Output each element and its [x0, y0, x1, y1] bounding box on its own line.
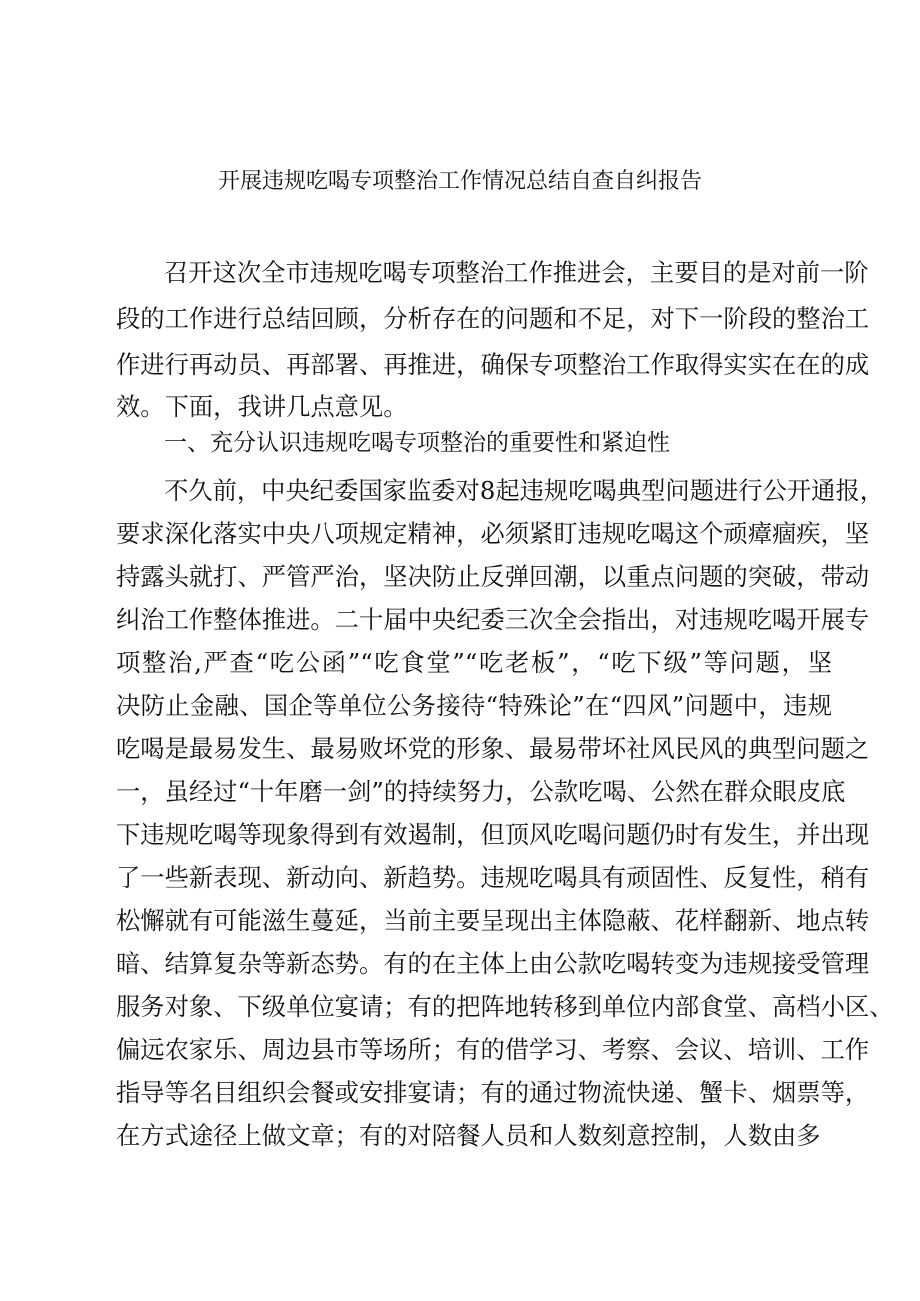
paragraph-line: 暗、结算复杂等新态势。有的在主体上由公款吃喝转变为违规接受管理	[116, 949, 870, 978]
paragraph-line: 纠治工作整体推进。二十届中央纪委三次全会指出，对违规吃喝开展专	[116, 605, 870, 634]
paragraph-line: 效。下面，我讲几点意见。	[116, 392, 408, 421]
paragraph-line: 吃喝是最易发生、最易败坏党的形象、最易带坏社风民风的典型问题之	[116, 734, 870, 763]
paragraph-line: 持露头就打、严管严治，坚决防止反弹回潮，以重点问题的突破，带动	[116, 562, 870, 591]
paragraph-line: 下违规吃喝等现象得到有效遏制，但顶风吃喝问题仍时有发生，并出现	[116, 820, 870, 849]
paragraph-line: 一，虽经过“十年磨一剑”的持续努力，公款吃喝、公然在群众眼皮底	[116, 777, 846, 806]
paragraph-line: 指导等名目组织会餐或安排宴请；有的通过物流快递、蟹卡、烟票等，	[116, 1078, 870, 1107]
paragraph-line: 了一些新表现、新动向、新趋势。违规吃喝具有顽固性、反复性，稍有	[116, 863, 870, 892]
paragraph-line: 作进行再动员、再部署、再推进，确保专项整治工作取得实实在在的成	[116, 350, 870, 379]
paragraph-line: 决防止金融、国企等单位公务接待“特殊论”在“四风”问题中，违规	[116, 691, 832, 720]
paragraph-line: 要求深化落实中央八项规定精神，必须紧盯违规吃喝这个顽瘴痼疾，坚	[116, 519, 870, 548]
paragraph-line: 召开这次全市违规吃喝专项整治工作推进会，主要目的是对前一阶	[164, 258, 869, 287]
paragraph-line: 偏远农家乐、周边县市等场所；有的借学习、考察、会议、培训、工作	[116, 1035, 870, 1064]
paragraph-line: 不久前，中央纪委国家监委对8起违规吃喝典型问题进行公开通报，	[164, 476, 885, 505]
paragraph-line: 项整治,严查“吃公函”“吃食堂”“吃老板”，“吃下级”等问题，坚	[116, 648, 832, 677]
document-title: 开展违规吃喝专项整治工作情况总结自查自纠报告	[217, 169, 702, 194]
section-heading: 一、充分认识违规吃喝专项整治的重要性和紧迫性	[164, 430, 670, 456]
paragraph-line: 服务对象、下级单位宴请；有的把阵地转移到单位内部食堂、高档小区、	[116, 992, 894, 1021]
paragraph-line: 松懈就有可能滋生蔓延，当前主要呈现出主体隐蔽、花样翻新、地点转	[116, 906, 870, 935]
paragraph-line: 在方式途径上做文章；有的对陪餐人员和人数刻意控制，人数由多	[116, 1121, 821, 1150]
paragraph-line: 段的工作进行总结回顾，分析存在的问题和不足，对下一阶段的整治工	[116, 304, 870, 333]
